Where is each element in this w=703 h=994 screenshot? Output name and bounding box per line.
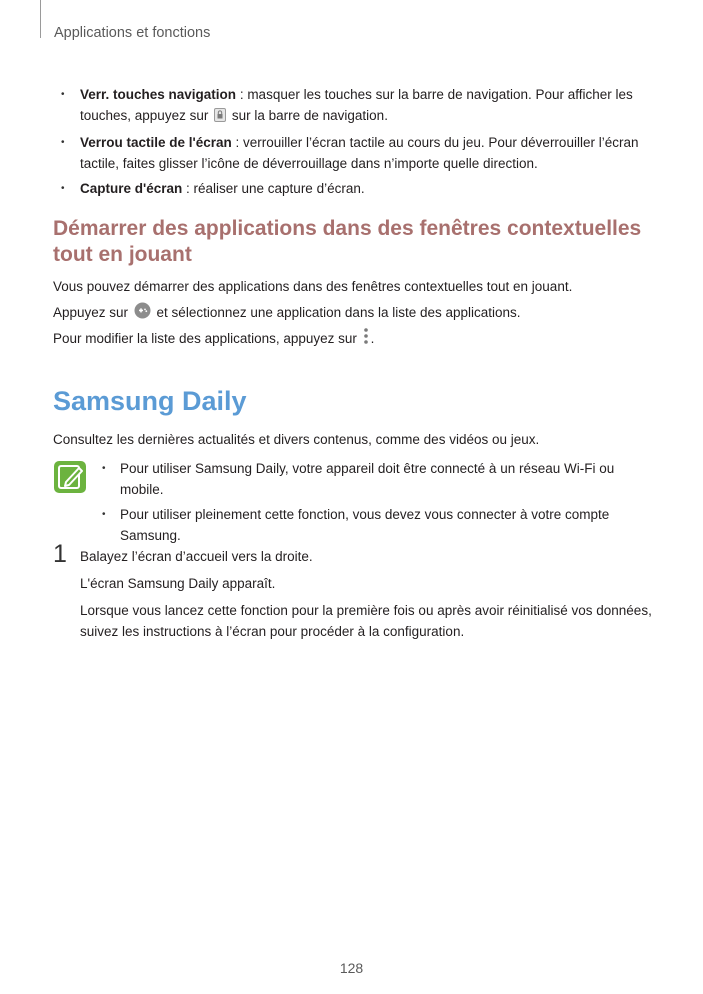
more-options-icon xyxy=(363,327,369,350)
list-item: • Pour utiliser Samsung Daily, votre appareil doit être connecté à un réseau Wi-Fi ou mobile. xyxy=(120,458,660,500)
paragraph-text: Pour modifier la liste des applications, appuyez sur xyxy=(53,331,361,346)
note-list xyxy=(120,458,660,550)
bullet-term: Verr. touches navigation xyxy=(80,87,237,102)
section-heading: Démarrer des applications dans des fenêtres contextuelles tout en jouant xyxy=(53,217,642,266)
paragraph-text: et sélectionnez une application dans la liste des applications. xyxy=(152,305,521,320)
options-bullet-list xyxy=(80,84,655,203)
list-item xyxy=(80,132,655,174)
list-item: • Pour utiliser pleinement cette fonction, vous devez vous connecter à votre compte Samsung. xyxy=(120,504,660,546)
paragraph: Vous pouvez démarrer des applications dans des fenêtres contextuelles tout en jouant. xyxy=(53,279,573,294)
bullet-text: sur la barre de navigation. xyxy=(228,108,388,123)
page-number: 128 xyxy=(339,960,364,976)
step-result: L'écran Samsung Daily apparaît. xyxy=(80,576,276,591)
bullet-term: Verrou tactile de l'écran xyxy=(80,135,232,150)
intro-paragraph: Consultez les dernières actualités et divers contenus, comme des vidéos ou jeux. xyxy=(53,432,540,447)
page-title: Samsung Daily xyxy=(53,386,247,416)
header-rule xyxy=(40,0,41,38)
bullet-text: : verrouiller l’écran tactile au cours du jeu. Pour déverrouiller l’écran tactile, faites glisser l’icône de déverrouillage dans n’importe quelle direction. xyxy=(80,135,639,171)
step-detail: Lorsque vous lancez cette fonction pour la première fois ou après avoir réinitialisé vos données, suivez les instructions à l’écran pour procéder à la configuration. xyxy=(80,603,652,639)
game-tools-icon xyxy=(134,302,151,324)
navigation-lock-icon xyxy=(214,107,226,128)
header-title: Applications et fonctions xyxy=(54,25,211,41)
list-item xyxy=(80,178,655,199)
list-item xyxy=(80,84,655,128)
paragraph-text: . xyxy=(370,331,375,346)
bullet-text: : réaliser une capture d’écran. xyxy=(182,181,365,196)
step-number: 1 xyxy=(53,540,67,568)
bullet-text: : masquer les touches sur la barre de navigation. Pour afficher les touches, appuyez sur xyxy=(80,87,633,123)
paragraph-text: Appuyez sur xyxy=(53,305,132,320)
step-text: Balayez l’écran d’accueil vers la droite. xyxy=(80,549,313,564)
paragraph xyxy=(53,302,521,324)
paragraph xyxy=(53,327,374,350)
note-pencil-icon xyxy=(53,460,87,494)
bullet-term: Capture d'écran xyxy=(80,181,183,196)
